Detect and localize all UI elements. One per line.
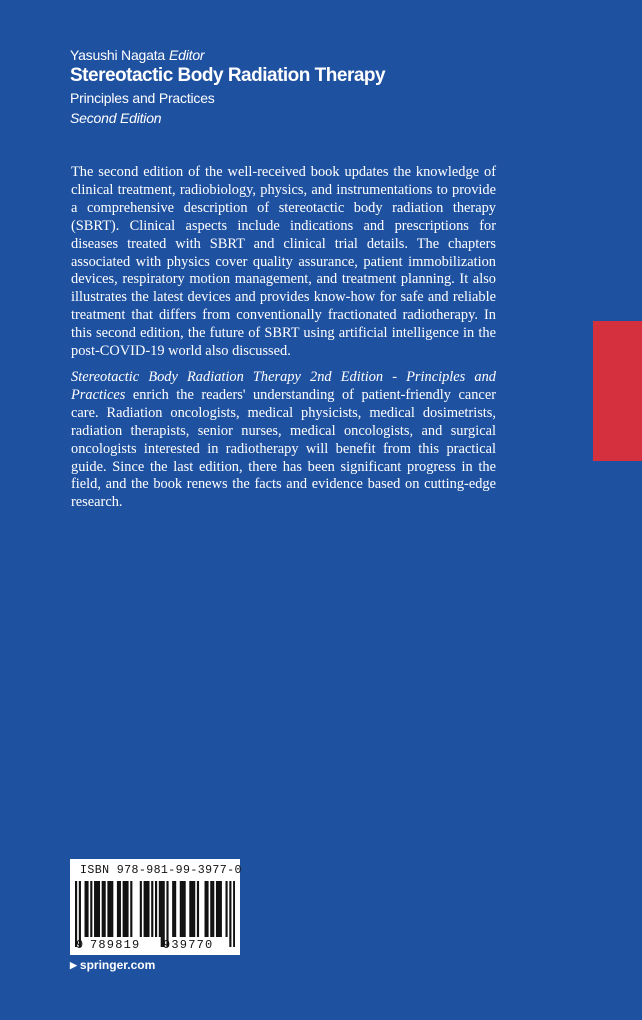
barcode-bar <box>125 881 127 937</box>
barcode-bar <box>123 881 125 937</box>
barcode-bar <box>182 881 184 937</box>
barcode-bar <box>180 881 182 937</box>
barcode-bar <box>107 881 109 937</box>
barcode-bar <box>119 881 121 937</box>
barcode-bar <box>145 881 147 937</box>
barcode-bar <box>90 881 92 937</box>
barcode-bar <box>155 881 157 937</box>
barcode-bar <box>205 881 207 937</box>
isbn-number: ISBN 978-981-99-3977-0 <box>80 864 242 877</box>
barcode-bar <box>96 881 98 937</box>
blurb-paragraph-2 <box>71 369 496 512</box>
barcode-bar <box>210 881 212 937</box>
barcode-bar <box>174 881 176 937</box>
blurb-paragraph-1: The second edition of the well-received book updates the knowledge of clinical treatment, radiobiology, physics, and instrumentations to provide a comprehensive description of stereotactic body radiation therapy (SBRT). Clinical aspects include indications and prescriptions for diseases treated with SBRT and clinical trial details. The chapters associated with physics cover quality assurance, patient immobilization devices, respiratory motion management, and treatment planning. It also illustrates the latest devices and provides know-how for safe and reliable treatment that differs from conventionally fractionated radiotherapy. In this second edition, the future of SBRT using artificial intelligence in the post-COVID-19 world also discussed. <box>71 164 496 360</box>
barcode-bar <box>102 881 104 937</box>
barcode-left-digits: 789819 <box>90 938 141 952</box>
blurb-paragraph-2-text: enrich the readers' understanding of patient-friendly cancer care. Radiation oncologists, medical physicists, medical dosimetrists, radiation therapists, senior nurses, medical oncologists, and surgical oncologists interested in radiotherapy will benefit from this practical guide. Since the last edition, there has been significant progress in the field, and the book renews the facts and evidence based on cutting-edge research. <box>71 386 496 511</box>
book-subtitle: Principles and Practices <box>70 90 215 106</box>
cover-header <box>70 46 530 128</box>
barcode-bar <box>94 881 96 937</box>
blurb-book-title-italic: Stereotactic Body Radiation Therapy 2nd Edition - Principles and Practices <box>71 368 496 403</box>
author-role: Editor <box>169 47 205 63</box>
book-edition: Second Edition <box>70 110 162 126</box>
barcode-bar <box>104 881 106 937</box>
barcode-bar <box>229 881 231 947</box>
barcode-first-digit: 9 <box>76 938 84 952</box>
barcode-bar <box>151 881 153 937</box>
barcode-bar <box>159 881 161 937</box>
barcode-bar <box>126 881 128 937</box>
barcode-bar <box>220 881 222 937</box>
barcode-bar <box>140 881 142 937</box>
barcode-bar <box>109 881 111 937</box>
barcode-bar <box>111 881 113 937</box>
barcode-bar <box>216 881 218 937</box>
barcode-bar <box>218 881 220 937</box>
barcode-bar <box>197 881 199 937</box>
barcode-bar <box>233 881 235 947</box>
barcode-bar <box>144 881 146 937</box>
author-name: Yasushi Nagata <box>70 47 166 63</box>
red-accent-tab <box>593 321 642 461</box>
triangle-right-icon: ▶ <box>70 959 77 970</box>
barcode-bar <box>189 881 191 937</box>
barcode-bar <box>85 881 87 937</box>
barcode-bar <box>225 881 227 937</box>
barcode-bar <box>117 881 119 937</box>
blurb-text <box>71 164 496 520</box>
barcode-bar <box>193 881 195 937</box>
publisher-url: springer.com <box>79 958 156 972</box>
publisher-link[interactable] <box>70 958 155 972</box>
author-line <box>70 46 530 64</box>
barcode-bar <box>130 881 132 937</box>
book-title: Stereotactic Body Radiation Therapy <box>70 65 386 86</box>
barcode-bar <box>184 881 186 937</box>
barcode-bar <box>191 881 193 937</box>
barcode-bar <box>206 881 208 937</box>
barcode-bar <box>212 881 214 937</box>
isbn-barcode <box>70 859 240 955</box>
barcode-bar <box>147 881 149 937</box>
barcode-bar <box>86 881 88 937</box>
barcode-bar <box>98 881 100 937</box>
barcode-right-digits: 939770 <box>163 938 214 952</box>
barcode-bar <box>172 881 174 937</box>
